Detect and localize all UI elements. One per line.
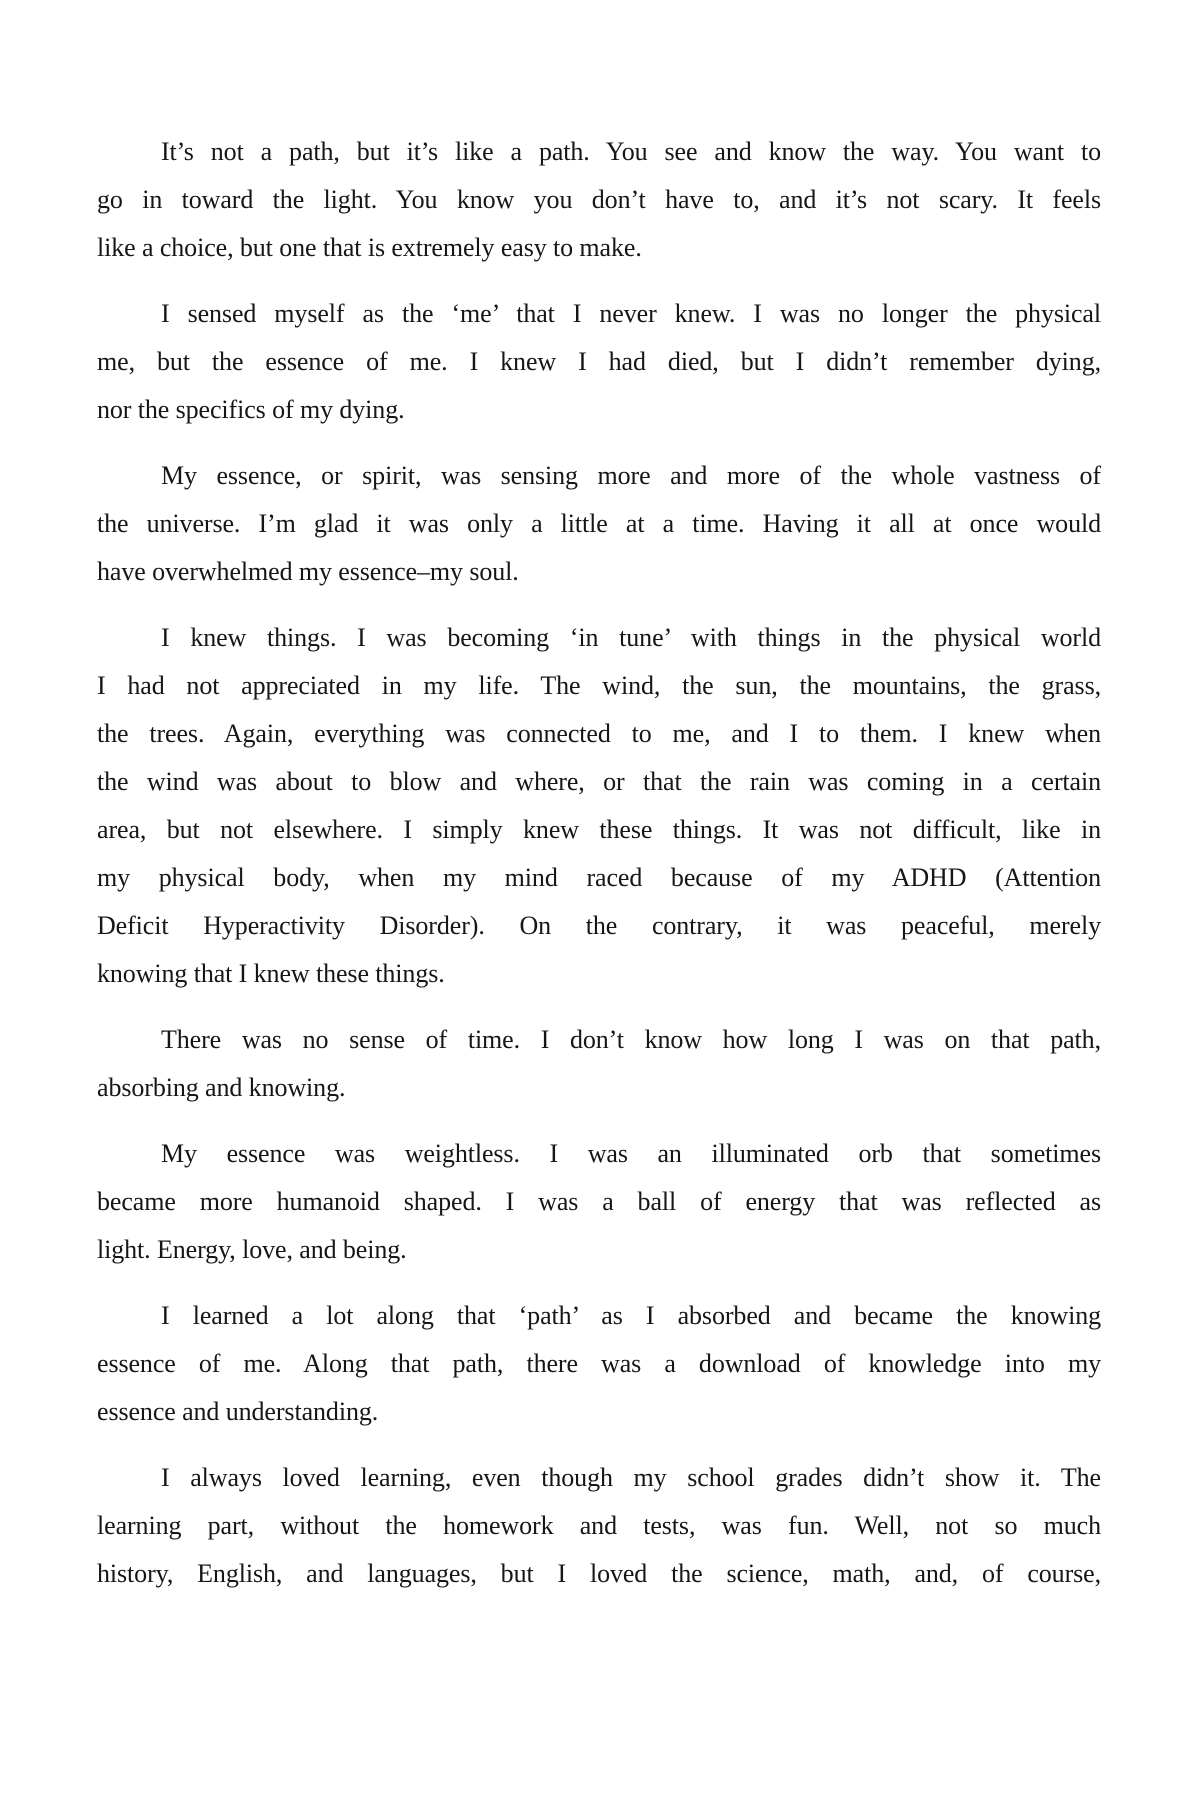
paragraph — [97, 1454, 1101, 1598]
text-line: learning part, without the homework and tests, was fun. Well, not so much — [97, 1511, 1101, 1540]
paragraph — [97, 128, 1101, 272]
paragraph — [97, 290, 1101, 434]
text-line: like a choice, but one that is extremely easy to make. — [97, 233, 642, 262]
text-line: Deficit Hyperactivity Disorder). On the contrary, it was peaceful, merely — [97, 911, 1101, 940]
text-line: I sensed myself as the ‘me’ that I never knew. I was no longer the physical — [161, 299, 1101, 328]
text-line: My essence was weightless. I was an illuminated orb that sometimes — [161, 1139, 1101, 1168]
paragraph — [97, 1292, 1101, 1436]
paragraph — [97, 452, 1101, 596]
text-line: I always loved learning, even though my school grades didn’t show it. The — [161, 1463, 1101, 1492]
text-line: me, but the essence of me. I knew I had died, but I didn’t remember dying, — [97, 347, 1101, 376]
text-line: go in toward the light. You know you don’t have to, and it’s not scary. It feels — [97, 185, 1101, 214]
text-line: I learned a lot along that ‘path’ as I absorbed and became the knowing — [161, 1301, 1101, 1330]
text-line: My essence, or spirit, was sensing more and more of the whole vastness of — [161, 461, 1101, 490]
text-line: my physical body, when my mind raced because of my ADHD (Attention — [97, 863, 1101, 892]
text-line: absorbing and knowing. — [97, 1073, 346, 1102]
paragraph — [97, 1130, 1101, 1274]
text-line: have overwhelmed my essence–my soul. — [97, 557, 519, 586]
text-line: essence of me. Along that path, there was a download of knowledge into my — [97, 1349, 1101, 1378]
text-line: history, English, and languages, but I loved the science, math, and, of course, — [97, 1559, 1101, 1588]
text-line: the wind was about to blow and where, or that the rain was coming in a certain — [97, 767, 1101, 796]
text-line: nor the specifics of my dying. — [97, 395, 405, 424]
text-line: area, but not elsewhere. I simply knew these things. It was not difficult, like in — [97, 815, 1101, 844]
text-line: essence and understanding. — [97, 1397, 379, 1426]
text-line: It’s not a path, but it’s like a path. You see and know the way. You want to — [161, 137, 1101, 166]
text-line: the universe. I’m glad it was only a little at a time. Having it all at once would — [97, 509, 1101, 538]
text-line: became more humanoid shaped. I was a ball of energy that was reflected as — [97, 1187, 1101, 1216]
text-line: light. Energy, love, and being. — [97, 1235, 407, 1264]
paragraph — [97, 1016, 1101, 1112]
text-line: There was no sense of time. I don’t know how long I was on that path, — [161, 1025, 1101, 1054]
text-line: the trees. Again, everything was connected to me, and I to them. I knew when — [97, 719, 1101, 748]
text-line: I had not appreciated in my life. The wind, the sun, the mountains, the grass, — [97, 671, 1101, 700]
text-line: I knew things. I was becoming ‘in tune’ with things in the physical world — [161, 623, 1101, 652]
paragraph — [97, 614, 1101, 998]
text-line: knowing that I knew these things. — [97, 959, 445, 988]
